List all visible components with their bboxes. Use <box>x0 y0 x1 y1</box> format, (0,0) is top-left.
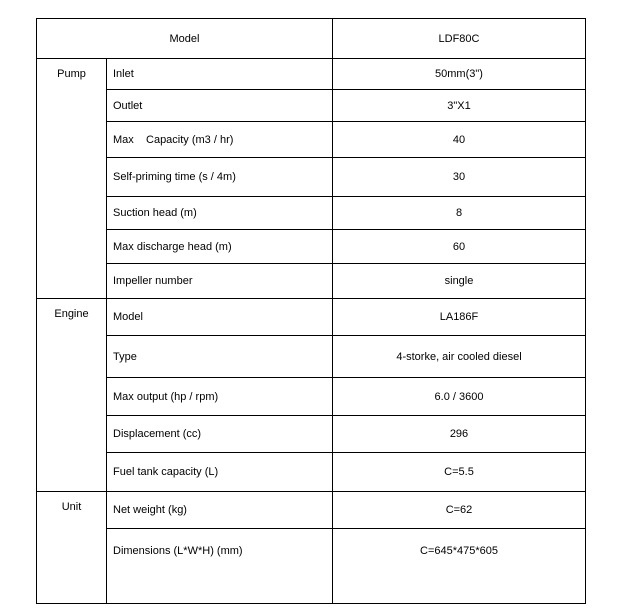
spec-value: 296 <box>333 416 586 453</box>
table-row <box>37 492 586 529</box>
table-row <box>37 90 586 122</box>
spec-value: 6.0 / 3600 <box>333 378 586 416</box>
spec-label: Outlet <box>107 90 333 122</box>
table-row <box>37 416 586 453</box>
header-model-label: Model <box>37 19 333 59</box>
spec-label: Max Capacity (m3 / hr) <box>107 122 333 158</box>
table-row <box>37 122 586 158</box>
spec-table <box>36 18 586 604</box>
spec-label: Self-priming time (s / 4m) <box>107 158 333 197</box>
group-label-unit: Unit <box>37 492 107 604</box>
header-model-value: LDF80C <box>333 19 586 59</box>
spec-label: Max output (hp / rpm) <box>107 378 333 416</box>
spec-value: 4-storke, air cooled diesel <box>333 336 586 378</box>
spec-value: 8 <box>333 197 586 230</box>
spec-value: C=5.5 <box>333 453 586 492</box>
spec-value: C=645*475*605 <box>333 529 586 604</box>
table-row <box>37 230 586 264</box>
spec-label: Net weight (kg) <box>107 492 333 529</box>
spec-value: C=62 <box>333 492 586 529</box>
spec-value: LA186F <box>333 299 586 336</box>
table-row <box>37 378 586 416</box>
spec-value: 50mm(3") <box>333 59 586 90</box>
table-row <box>37 197 586 230</box>
table-row <box>37 158 586 197</box>
table-row <box>37 529 586 604</box>
table-row <box>37 264 586 299</box>
spec-label: Displacement (cc) <box>107 416 333 453</box>
spec-label: Fuel tank capacity (L) <box>107 453 333 492</box>
table-row <box>37 299 586 336</box>
spec-label: Dimensions (L*W*H) (mm) <box>107 529 333 604</box>
table-row <box>37 453 586 492</box>
spec-value: single <box>333 264 586 299</box>
spec-value: 30 <box>333 158 586 197</box>
group-label-pump: Pump <box>37 59 107 299</box>
spec-value: 40 <box>333 122 586 158</box>
spec-label: Suction head (m) <box>107 197 333 230</box>
spec-label: Model <box>107 299 333 336</box>
spec-value: 60 <box>333 230 586 264</box>
header-row <box>37 19 586 59</box>
table-row <box>37 336 586 378</box>
table-row <box>37 59 586 90</box>
spec-label: Inlet <box>107 59 333 90</box>
spec-label: Impeller number <box>107 264 333 299</box>
spec-label: Max discharge head (m) <box>107 230 333 264</box>
spec-value: 3"X1 <box>333 90 586 122</box>
group-label-engine: Engine <box>37 299 107 492</box>
spec-label: Type <box>107 336 333 378</box>
